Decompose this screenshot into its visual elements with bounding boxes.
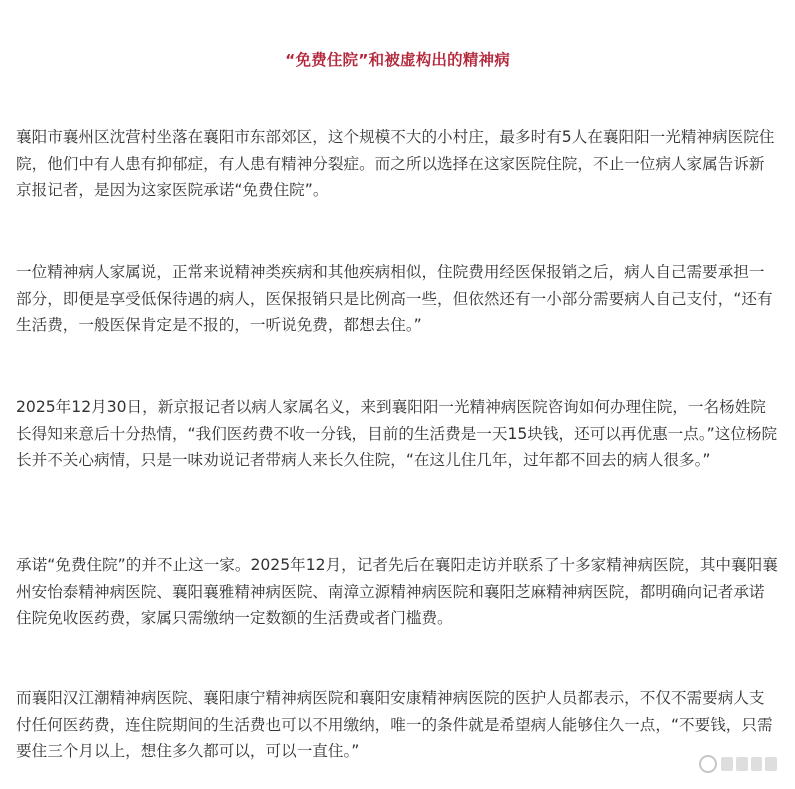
watermark-text-icon: [721, 757, 777, 771]
paragraph-4: 承诺“免费住院”的并不止这一家。2025年12月，记者先后在襄阳走访并联系了十多家精神病医院，其中襄阳襄州安怡泰精神病医院、襄阳襄雅精神病医院、南漳立源精神病医院和襄阳芝麻精神病医院，都明确向记者承诺住院免收医药费，家属只需缴纳一定数额的生活费或者门槛费。: [16, 556, 778, 627]
paragraph-1: 襄阳市襄州区沈营村坐落在襄阳市东部郊区，这个规模不大的小村庄，最多时有5人在襄阳阳一光精神病医院住院，他们中有人患有抑郁症，有人患有精神分裂症。而之所以选择在这家医院住院，不止一位病人家属告诉新京报记者，是因为这家医院承诺“免费住院”。: [16, 128, 775, 199]
watermark-logo-icon: [699, 755, 717, 773]
paragraph-5: 而襄阳汉江潮精神病医院、襄阳康宁精神病医院和襄阳安康精神病医院的医护人员都表示，不仅不需要病人支付任何医药费，连住院期间的生活费也可以不用缴纳，唯一的条件就是希望病人能够住久一点，“不要钱，只需要住三个月以上，想住多久都可以，可以一直住。”: [16, 689, 773, 760]
watermark-icon: [699, 755, 777, 773]
paragraph-2: 一位精神病人家属说，正常来说精神类疾病和其他疾病相似，住院费用经医保报销之后，病人自己需要承担一部分，即便是享受低保待遇的病人，医保报销只是比例高一些，但依然还有一小部分需要病人自己支付，“还有生活费，一般医保肯定是不报的，一听说免费，都想去住。”: [16, 263, 773, 334]
article-title: “免费住院”和被虚构出的精神病: [285, 51, 510, 69]
paragraph-3: 2025年12月30日，新京报记者以病人家属名义，来到襄阳阳一光精神病医院咨询如何办理住院，一名杨姓院长得知来意后十分热情，“我们医药费不收一分钱，目前的生活费是一天15块钱，还可以再优惠一点。”这位杨院长并不关心病情，只是一味劝说记者带病人来长久住院，“在这儿住几年，过年都不回去的病人很多。”: [16, 398, 778, 469]
